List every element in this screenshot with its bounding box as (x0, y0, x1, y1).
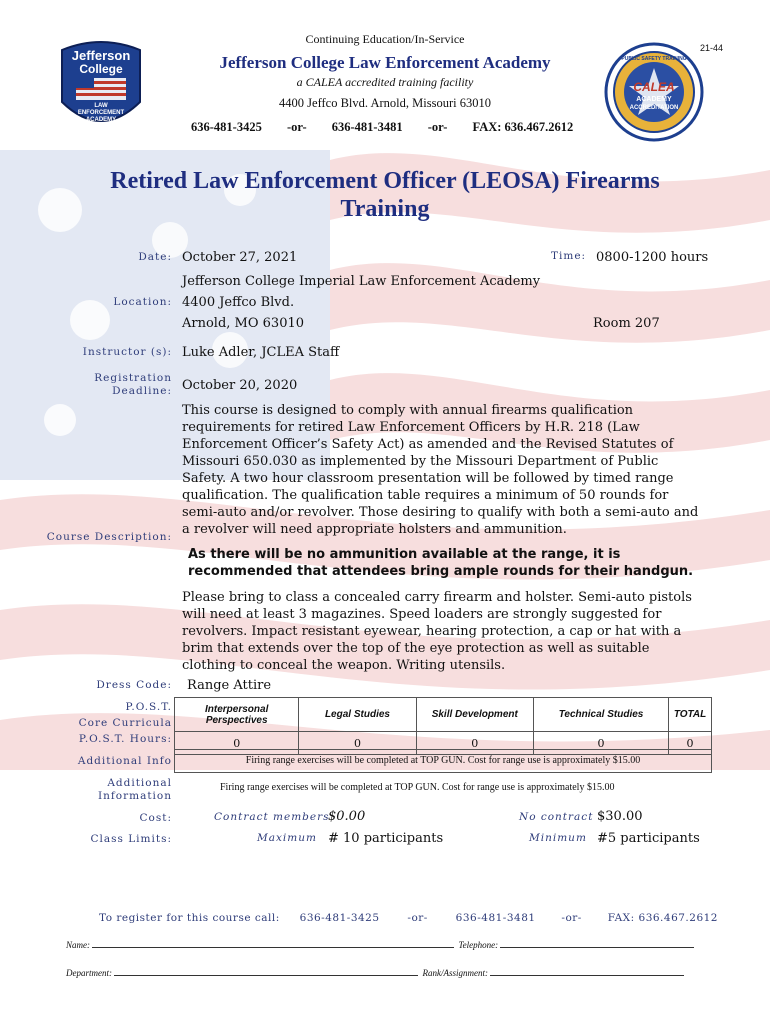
header-contact (191, 120, 573, 135)
header-fax: FAX: 636.467.2612 (472, 120, 574, 134)
course-description-label: Course Description: (46, 531, 172, 543)
instructor-label: Instructor (s): (82, 346, 172, 358)
hours-interpersonal: 0 (175, 732, 299, 755)
name-label: Name: (66, 940, 90, 950)
post-core-label-1: P.O.S.T. (125, 701, 172, 713)
department-field[interactable] (114, 966, 418, 976)
location-line-2: 4400 Jeffco Blvd. (182, 295, 295, 310)
no-contract-cost: $30.00 (597, 809, 643, 824)
col-total: TOTAL (669, 698, 712, 732)
academy-name: Jefferson College Law Enforcement Academy (219, 53, 551, 72)
time-label: Time: (551, 250, 587, 262)
register-or-1: -or- (407, 912, 428, 924)
name-field[interactable] (92, 938, 454, 948)
accreditation-line: a CALEA accredited training facility (296, 75, 474, 89)
maximum-label: Maximum (257, 832, 317, 844)
col-technical: Technical Studies (533, 698, 668, 732)
class-limits-label: Class Limits: (90, 833, 172, 845)
form-number: 21-44 (700, 43, 724, 53)
hours-skill: 0 (416, 732, 533, 755)
calea-seal-logo (604, 42, 704, 142)
additional-info-box: Firing range exercises will be completed at TOP GUN. Cost for range use is approximately $15.00 (174, 749, 712, 773)
header-or-1: -or- (286, 120, 307, 134)
additional-information-label-2: Information (97, 790, 172, 802)
name-field-row (66, 938, 694, 950)
date-value: October 27, 2021 (182, 250, 298, 265)
header-phone-1: 636-481-3425 (191, 120, 262, 134)
dress-code-value: Range Attire (187, 678, 272, 693)
header-top-line: Continuing Education/In-Service (305, 32, 465, 46)
header-phone-2: 636-481-3481 (331, 120, 403, 134)
telephone-field[interactable] (500, 938, 694, 948)
jefferson-college-logo (56, 40, 146, 136)
course-title-line-2: Training (340, 196, 430, 222)
registration-deadline: October 20, 2020 (182, 378, 298, 393)
department-label: Department: (66, 968, 112, 978)
logo-text-jefferson: Jefferson (71, 48, 131, 63)
register-fax: FAX: 636.467.2612 (607, 912, 718, 924)
col-legal: Legal Studies (299, 698, 416, 732)
post-curricula-table (174, 697, 712, 755)
telephone-label: Telephone: (458, 940, 499, 950)
seal-text-calea: CALEA (633, 80, 675, 94)
additional-information-label-1: Additional (107, 777, 172, 789)
contract-members-cost: $0.00 (328, 809, 366, 824)
seal-text-academy: ACADEMY (636, 96, 672, 103)
cost-label: Cost: (139, 812, 172, 824)
maximum-value: # 10 participants (328, 831, 444, 846)
registration-label-2: Deadline: (112, 385, 172, 397)
room-value: Room 207 (593, 316, 660, 331)
col-skill: Skill Development (416, 698, 533, 732)
additional-information-text: Firing range exercises will be completed at TOP GUN. Cost for range use is approximately $15.00 (220, 782, 615, 793)
header-or-2: -or- (427, 120, 448, 134)
instructor-value: Luke Adler, JCLEA Staff (182, 345, 340, 360)
date-label: Date: (138, 251, 172, 263)
no-contract-label: No contract (519, 811, 594, 823)
register-phone-2: 636-481-3481 (455, 912, 536, 924)
rank-field[interactable] (490, 966, 684, 976)
dress-code-label: Dress Code: (96, 679, 172, 691)
contract-members-label: Contract members (214, 811, 330, 823)
col-interpersonal: Interpersonal Perspectives (175, 698, 299, 732)
location-label: Location: (113, 296, 172, 308)
hours-legal: 0 (299, 732, 416, 755)
minimum-value: #5 participants (597, 831, 700, 846)
post-hours-label: P.O.S.T. Hours: (78, 733, 172, 745)
logo-text-law: LAW (94, 103, 108, 109)
ammunition-notice: As there will be no ammunition available at the range, it is recommended that attendees bring ample rounds for their handgun. (188, 547, 694, 579)
hours-technical: 0 (533, 732, 668, 755)
location-line-3: Arnold, MO 63010 (182, 316, 305, 331)
seal-text-accreditation: ACCREDITATION (629, 105, 679, 111)
register-phone-1: 636-481-3425 (299, 912, 380, 924)
rank-label: Rank/Assignment: (422, 968, 488, 978)
registration-label-1: Registration (94, 372, 172, 384)
time-value: 0800-1200 hours (596, 250, 709, 265)
seal-text-top: PUBLIC SAFETY TRAINING (621, 56, 687, 62)
department-field-row (66, 966, 684, 978)
course-description-text: This course is designed to comply with annual firearms qualification requirements for retired Law Enforcement Officers by H.R. 218 (Law Enforcement Officer’s Safety Act) as amended and the Revised Statutes of Missouri 650.030 as implemented by the Missouri Department of Public Safety. A two hour classroom presentation will be followed by timed range qualification. The qualification table requires a minimum of 50 rounds for semi-auto and/or revolver. Those desiring to qualify with both a semi-auto and a revolver will need appropriate holsters and ammunition. (182, 403, 699, 537)
logo-text-college: College (79, 62, 123, 76)
register-line (99, 912, 718, 924)
logo-text-academy: ACADEMY (85, 117, 117, 123)
course-requirements-text: Please bring to class a concealed carry firearm and holster. Semi-auto pistols will need at least 3 magazines. Speed loaders are strongly suggested for revolvers. Impact resistant eyewear, hearing protection, a cap or hat with a brim that extends over the top of the eye protection as well as suitable clothing to conceal the weapon. Writing utensils. (182, 590, 692, 673)
additional-info-label: Additional Info (77, 755, 172, 767)
academy-address: 4400 Jeffco Blvd. Arnold, Missouri 63010 (279, 96, 491, 110)
location-line-1: Jefferson College Imperial Law Enforcement Academy (182, 274, 541, 289)
logo-text-enforcement: ENFORCEMENT (77, 110, 125, 116)
minimum-label: Minimum (529, 832, 587, 844)
post-core-label-2: Core Curricula (78, 717, 172, 729)
hours-total: 0 (669, 732, 712, 755)
register-label: To register for this course call: (99, 912, 280, 924)
register-or-2: -or- (561, 912, 582, 924)
course-title-line-1: Retired Law Enforcement Officer (LEOSA) Firearms (110, 168, 660, 194)
